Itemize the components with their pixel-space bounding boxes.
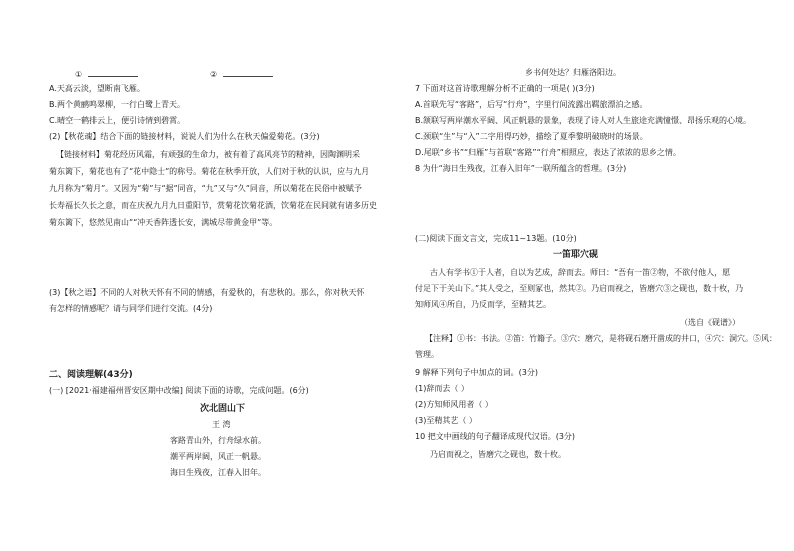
blank-1[interactable] (75, 68, 138, 80)
notes-line: 【注释】①书：书法。②笛：竹籍子。③穴：磨穴，是将砚石磨开凿成的井口，④穴：洞穴。⑤风： (425, 334, 777, 343)
q7-option-a: A.首联先写“客路”，后写“行舟”，字里行间流露出羁旅漂泊之感。 (415, 100, 648, 109)
classical-text-title: 一笛耶穴砚 (553, 250, 599, 260)
blank-num: ① (75, 70, 83, 79)
poem-line: 客路青山外，行舟绿水前。 (170, 436, 266, 445)
link-material-line: 菊东篱下，悠然见南山”“冲天香阵透长安，满城尽带黄金甲”等。 (49, 218, 278, 227)
classical-text-line: 付足下于关山下。”其人受之，至则冢也，然其②。乃启而视之，皆磨穴③之砚也，数十枚，乃 (415, 284, 744, 293)
classical-text-line: 古人有学书①于人者，自以为艺成，辞而去。师曰：“吾有一笛②物，不欲付他人，愿 (430, 268, 731, 277)
subsection-1-heading: (一) [2021·福建福州晋安区期中改编] 阅读下面的诗歌，完成问题。(6分) (49, 386, 309, 395)
q7-option-d: D.尾联“乡书”“归雁”与首联“客路”“行舟”相照应，表达了浓浓的思乡之情。 (415, 148, 681, 157)
link-material-line: 长寿福长久长之意，而在庆祝九月九日重阳节，赏菊花饮菊花酒，饮菊花在民间就有诸多历史 (49, 201, 377, 210)
option-a: A.天高云淡，望断南飞雁。 (49, 84, 145, 93)
q10-sentence: 乃启而视之，皆磨穴之砚也，数十枚。 (430, 450, 566, 459)
q9-item-2: (2)方知师风用者（ ） (415, 400, 493, 409)
q9-item-3: (3)至精其艺（ ） (415, 416, 477, 425)
q9-item-1: (1)辞而去（ ） (415, 384, 469, 393)
blank-2[interactable] (210, 68, 273, 80)
link-material-line: 九月称为“菊月”。又因为“菊”与“据”同音，“九”又与“久”同音，所以菊花在民俗中被赋予 (49, 184, 362, 193)
poem-last-line: 乡书何处达？归雁洛阳边。 (525, 68, 621, 77)
link-material-line: 【链接材料】菊花经历风霜，有顽强的生命力，被有着了高风亮节的精神，因陶渊明采 (56, 150, 360, 159)
answer-line[interactable] (88, 68, 138, 77)
q7-option-b: B.颔联写两岸潮水平阔、风正帆悬的景象，表现了诗人对人生旅途充满憧憬、昂扬乐观的心境。 (415, 116, 752, 125)
question-3-line: 有怎样的情感呢？请与同学们进行交流。(4分) (49, 304, 213, 313)
section-2-heading: 二、阅读理解(43分) (49, 370, 133, 380)
question-9: 9 解释下列句子中加点的词。(3分) (415, 368, 538, 377)
option-c: C.晴空一鹤排云上，便引诗情到碧霄。 (49, 116, 186, 125)
poem-title: 次北固山下 (200, 404, 246, 414)
blank-num: ② (210, 70, 218, 79)
subsection-2-heading: (二)阅读下面文言文，完成11~13题。(10分) (415, 234, 577, 243)
question-10: 10 把文中画线的句子翻译成现代汉语。(3分) (415, 432, 576, 441)
q7-option-c: C.颈联“生”与“入”二字用得巧妙，描绘了夏季黎明破晓时的场景。 (415, 132, 648, 141)
source-citation: （选自《砚谱》） (680, 318, 740, 327)
option-b: B.两个黄鹂鸣翠柳，一行白鹭上青天。 (49, 100, 186, 109)
notes-line: 管理。 (415, 350, 439, 359)
poem-line: 潮平两岸阔，风正一帆悬。 (170, 452, 266, 461)
poem-line: 海日生残夜，江春入旧年。 (170, 468, 266, 477)
classical-text-line: 知师风④所自，乃反而学，至精其艺。 (415, 300, 551, 309)
link-material-line: 菊东篱下，菊花也有了“花中隐士”的称号。菊花在秋季开放，人们对于秋的认识，应与九月 (49, 167, 370, 176)
poem-author: 王 湾 (212, 420, 231, 429)
question-7: 7 下面对这首诗歌理解分析不正确的一项是( )(3分) (415, 84, 595, 93)
answer-line[interactable] (223, 68, 273, 77)
question-8: 8 为什“海日生残夜，江春入旧年”一联所蕴含的哲理。(3分) (415, 164, 627, 173)
question-3-line: (3)【秋之语】不同的人对秋天怀有不同的情感，有爱秋的，有悲秋的。那么，你对秋天怀 (49, 288, 365, 297)
question-2: (2)【秋花魂】结合下面的链接材料，说说人们为什么在秋天偏爱菊花。(3分) (49, 132, 320, 141)
